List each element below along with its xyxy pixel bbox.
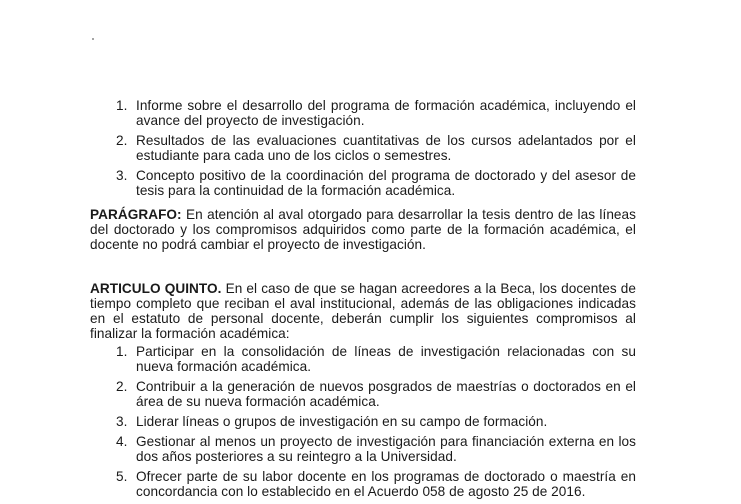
item-number: 5.	[116, 469, 128, 484]
requirements-list	[116, 98, 636, 203]
item-text: Informe sobre el desarrollo del programa de formación académica, incluyendo el avance del proyecto de investigación.	[136, 98, 636, 128]
item-number: 3.	[116, 414, 128, 429]
paragrafo-text: En atención al aval otorgado para desarrollar la tesis dentro de las líneas del doctorado y los compromisos adquiridos como parte de la formación académica, el docente no podrá cambiar el proyecto de investigación.	[90, 207, 636, 252]
commitments-list	[116, 344, 636, 504]
list-item	[116, 168, 636, 198]
item-number: 3.	[116, 168, 128, 183]
paragrafo-paragraph	[90, 207, 636, 252]
list-item	[116, 434, 636, 464]
paragrafo-label: PARÁGRAFO:	[90, 207, 182, 222]
list-item	[116, 414, 636, 429]
articulo-label: ARTICULO QUINTO.	[90, 281, 222, 296]
item-text: Participar en la consolidación de líneas de investigación relacionadas con su nueva formación académica.	[136, 344, 636, 374]
item-text: Resultados de las evaluaciones cuantitativas de los cursos adelantados por el estudiante para cada uno de los ciclos o semestres.	[136, 133, 636, 163]
item-text: Concepto positivo de la coordinación del programa de doctorado y del asesor de tesis para la continuidad de la formación académica.	[136, 168, 636, 198]
item-text: Contribuir a la generación de nuevos posgrados de maestrías o doctorados en el área de su nueva formación académica.	[136, 379, 636, 409]
item-text: Gestionar al menos un proyecto de investigación para financiación externa en los dos años posteriores a su reintegro a la Universidad.	[136, 434, 636, 464]
list-item	[116, 133, 636, 163]
articulo-quinto-paragraph	[90, 281, 636, 341]
scan-speck	[92, 38, 94, 40]
list-item	[116, 379, 636, 409]
item-number: 1.	[116, 344, 128, 359]
list-item	[116, 344, 636, 374]
item-number: 2.	[116, 379, 128, 394]
item-text: Ofrecer parte de su labor docente en los programas de doctorado o maestría en concordancia con lo establecido en el Acuerdo 058 de agosto 25 de 2016.	[136, 469, 636, 499]
item-text: Liderar líneas o grupos de investigación en su campo de formación.	[136, 414, 548, 429]
list-item	[116, 469, 636, 499]
item-number: 2.	[116, 133, 128, 148]
articulo-text: En el caso de que se hagan acreedores a la Beca, los docentes de tiempo completo que reciban el aval institucional, además de las obligaciones indicadas en el estatuto de personal docente, deberán cumplir los siguientes compromisos al finalizar la formación académica:	[90, 281, 636, 341]
item-number: 1.	[116, 98, 128, 113]
item-number: 4.	[116, 434, 128, 449]
list-item	[116, 98, 636, 128]
